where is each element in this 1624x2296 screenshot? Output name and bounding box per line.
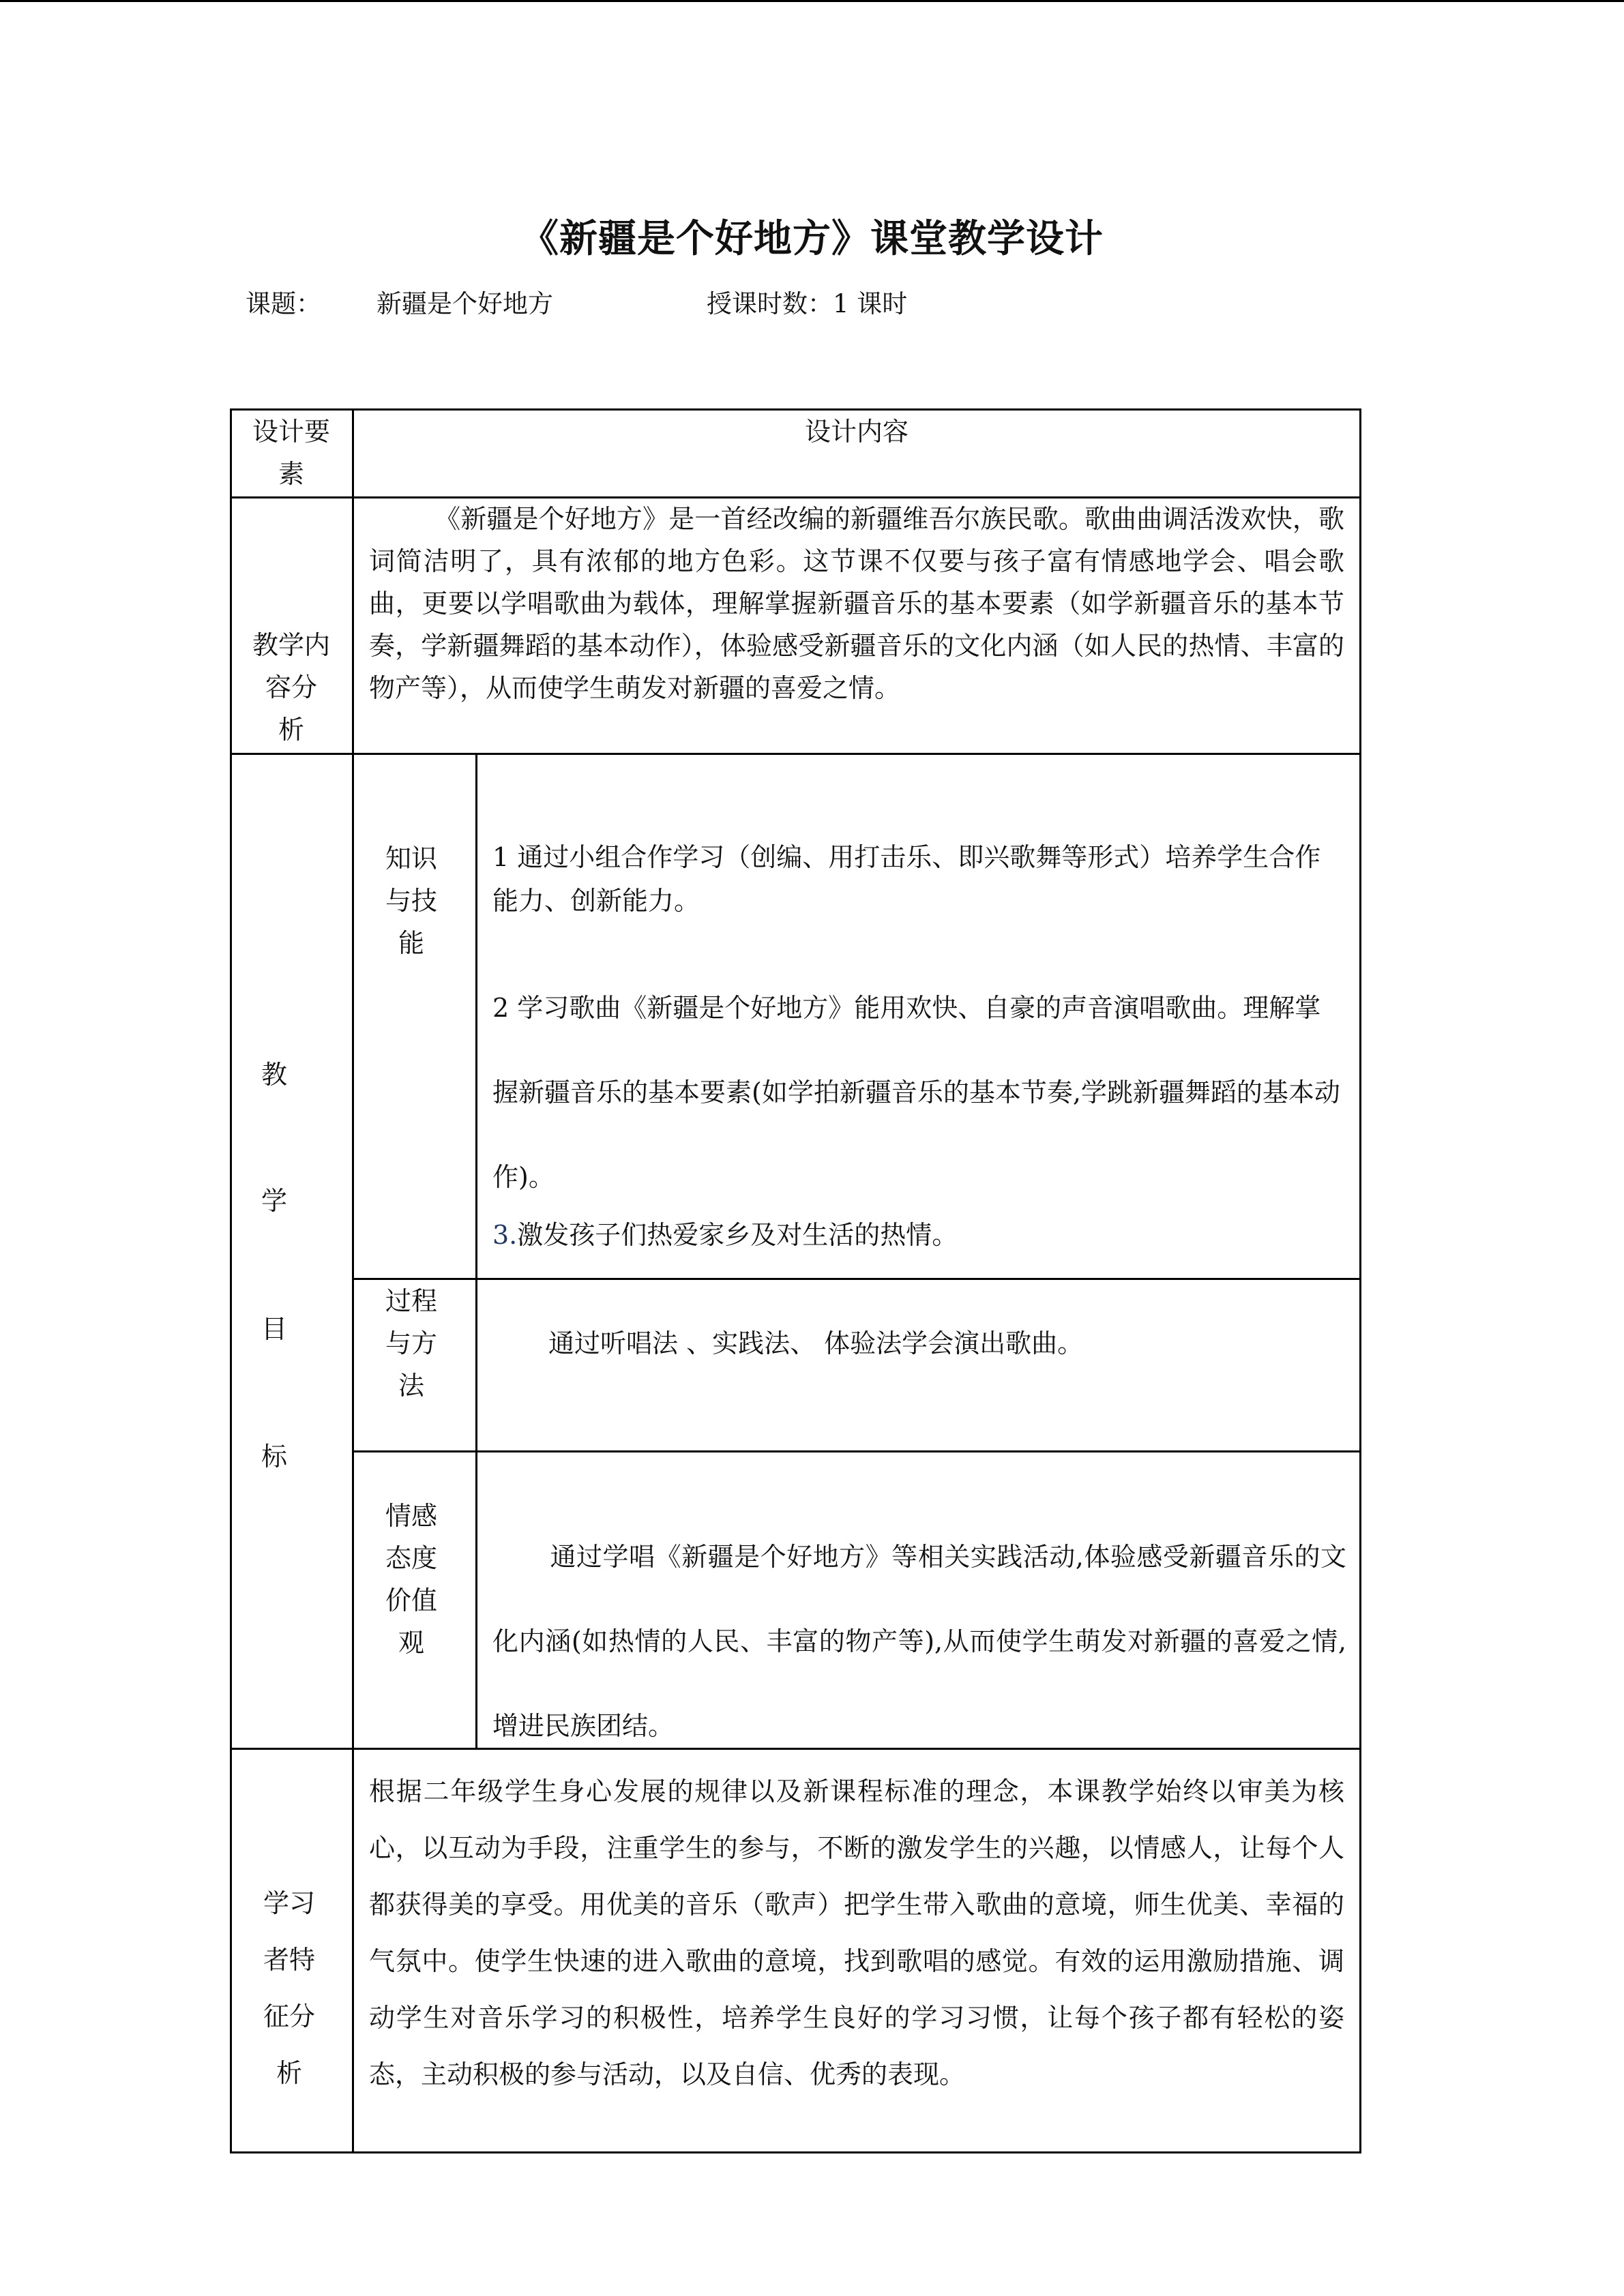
table-rule (230, 2151, 1361, 2153)
knowledge-item-3 (492, 1214, 1346, 1256)
knowledge-item-1: 1 通过小组合作学习（创编、用打击乐、即兴歌舞等形式）培养学生合作能力、创新能力。 (492, 842, 1321, 916)
knowledge-item-3-text: 激发孩子们热爱家乡及对生活的热情。 (517, 1220, 958, 1250)
objectives-label-char: 学 (261, 1186, 287, 1216)
process-method-label: 过程与方法 (385, 1286, 437, 1401)
content-analysis-label: 教学内容分 析 (252, 630, 331, 745)
header-design-element: 设计要素 (252, 417, 330, 489)
table-rule (1359, 408, 1361, 2153)
lesson-hours: 授课时数：1 课时 (707, 289, 908, 318)
process-method-text: 通过听唱法 、实践法、 体验法学会演出歌曲。 (548, 1328, 1084, 1358)
table-rule (230, 753, 1361, 755)
knowledge-skills-label: 知识与技能 (385, 844, 437, 958)
objectives-label-char: 教 (261, 1060, 287, 1090)
table-rule (475, 753, 477, 1749)
objectives-label-char: 目 (261, 1314, 287, 1344)
table-rule (353, 1278, 1361, 1280)
emotion-values-text (492, 1515, 1346, 1768)
learner-analysis-text: 根据二年级学生身心发展的规律以及新课程标准的理念，本课教学始终以审美为核心，以互动为手段，注重学生的参与，不断的激发学生的兴趣，以情感人，让每个人都获得美的享受。用优美的音乐（歌声）把学生带入歌曲的意境，师生优美、幸福的气氛中。使学生快速的进入歌曲的意境，找到歌唱的感觉。有效的运用激励措施、调动学生对音乐学习的积极性，培养学生良好的学习习惯，让每个孩子都有轻松的姿态，主动积极的参与活动，以及自信、优秀的表现。 (369, 1776, 1344, 2089)
objectives-label-char: 标 (261, 1442, 287, 1472)
knowledge-item-2: 2 学习歌曲《新疆是个好地方》能用欢快、自豪的声音演唱歌曲。理解掌握新疆音乐的基本要素(如学拍新疆音乐的基本节奏,学跳新疆舞蹈的基本动作)。 (492, 993, 1340, 1192)
subject-label: 课题： (246, 289, 321, 318)
page-title: 《新疆是个好地方》课堂教学设计 (520, 216, 1104, 261)
emotion-values-label: 情感态度价值观 (385, 1501, 437, 1658)
table-rule (352, 408, 354, 2153)
subject-value: 新疆是个好地方 (377, 289, 553, 318)
emotion-values-body: 通过学唱《新疆是个好地方》等相关实践活动,体验感受新疆音乐的文化内涵(如热情的人民、丰富的物产等),从而使学生萌发对新疆的喜爱之情,增进民族团结。 (492, 1542, 1346, 1741)
content-analysis-text (369, 498, 1344, 709)
header-design-content: 设计内容 (804, 417, 909, 447)
learner-analysis-label: 学习者特征分析 (263, 1888, 315, 2088)
table-rule (353, 1450, 1361, 1452)
table-rule (230, 408, 232, 2153)
knowledge-item-3-number: 3. (492, 1220, 518, 1250)
content-analysis-body: 《新疆是个好地方》是一首经改编的新疆维吾尔族民歌。歌曲曲调活泼欢快，歌词简洁明了，具有浓郁的地方色彩。这节课不仅要与孩子富有情感地学会、唱会歌曲，更要以学唱歌曲为载体，理解掌握新疆音乐的基本要素（如学新疆音乐的基本节奏，学新疆舞蹈的基本动作），体验感受新疆音乐的文化内涵（如人民的热情、丰富的物产等），从而使学生萌发对新疆的喜爱之情。 (369, 504, 1344, 703)
